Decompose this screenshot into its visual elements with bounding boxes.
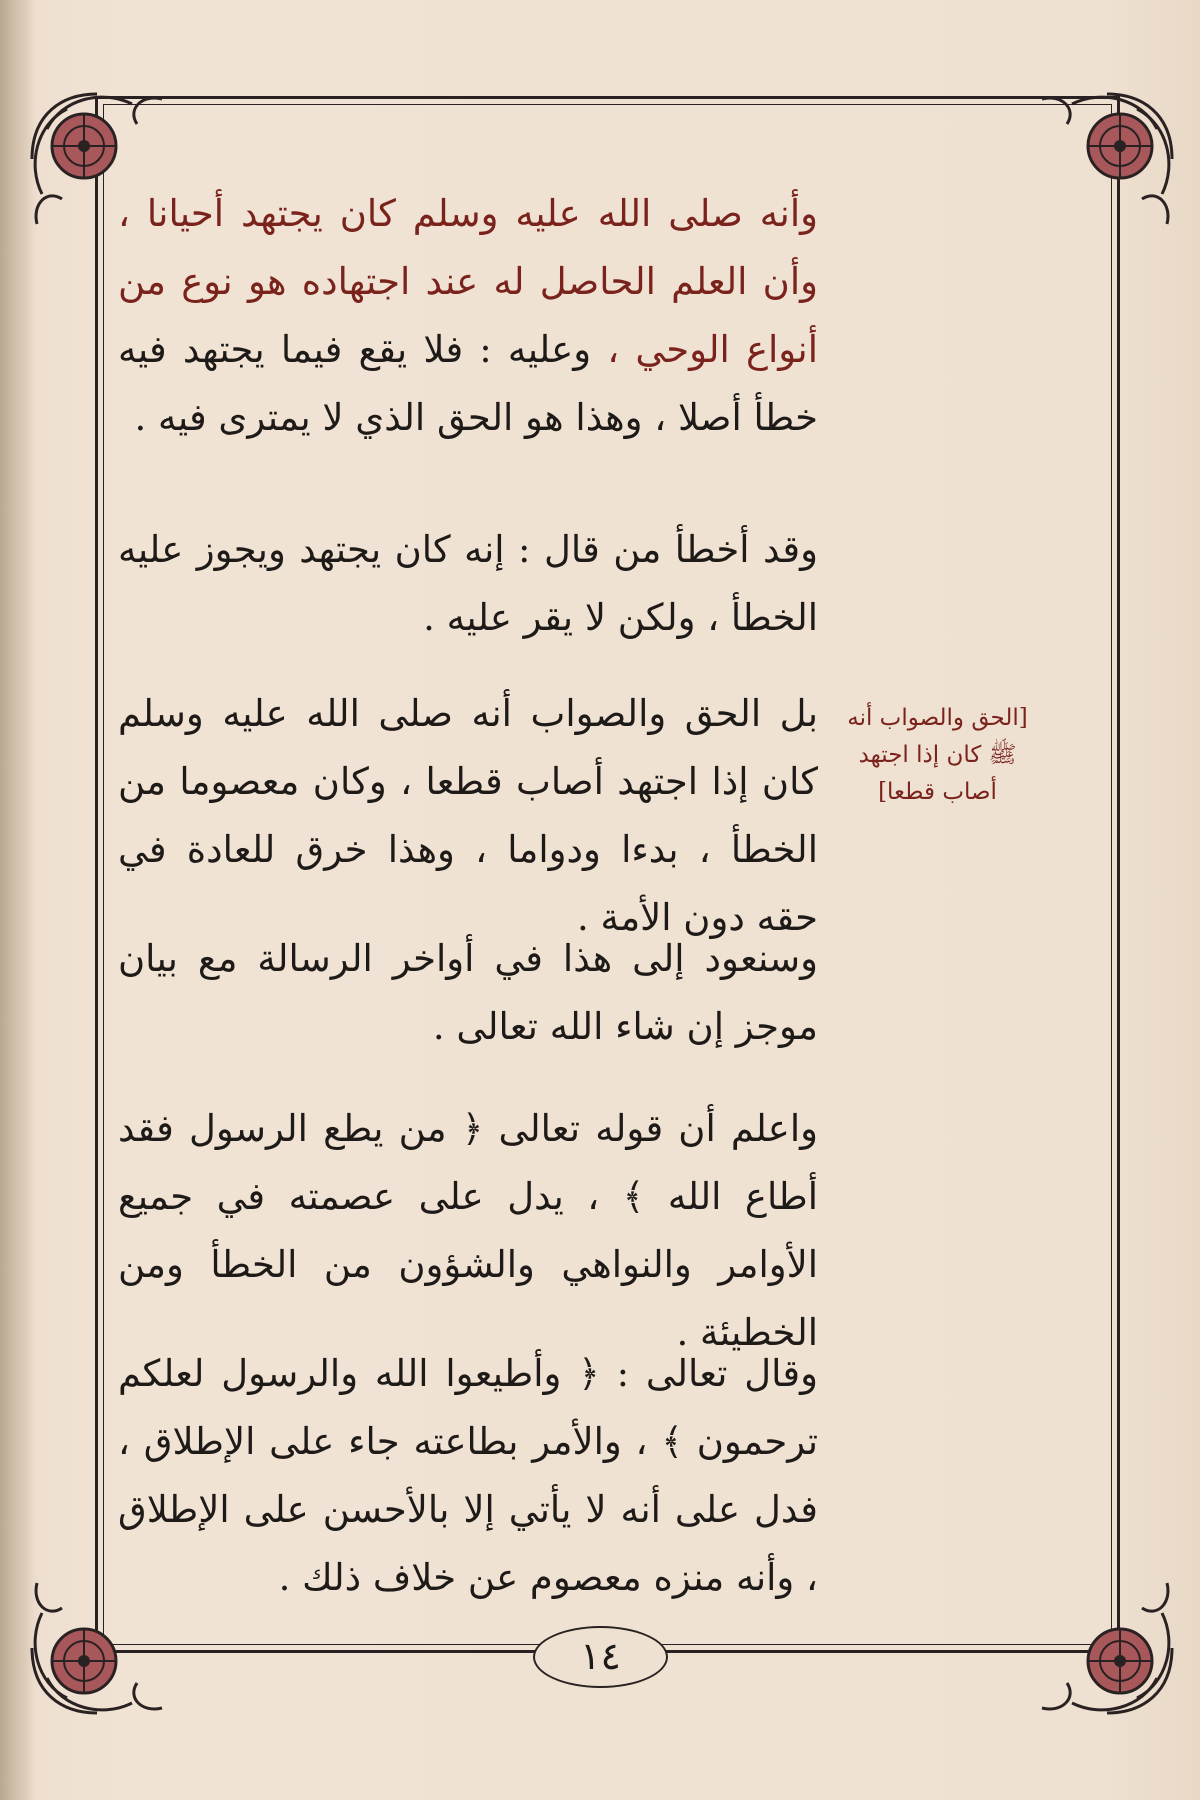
page-number: ١٤ [533, 1626, 668, 1688]
paragraph-1-continuation: وعليه : فلا يقع فيما يجتهد فيه خطأ أصلا ، وهذا هو الحق الذي لا يمترى فيه . [118, 328, 818, 439]
corner-ornament-icon [1032, 84, 1182, 234]
margin-note: [الحق والصواب أنه ﷺ كان إذا اجتهد أصاب قطعا] [847, 705, 1028, 805]
paragraph-3: بل الحق والصواب أنه صلى الله عليه وسلم كان إذا اجتهد أصاب قطعا ، وكان معصوما من الخطأ ، بدءا ودواما ، وهذا خرق للعادة في حقه دون الأمة . [118, 692, 818, 939]
corner-ornament-icon [1032, 1573, 1182, 1723]
paragraph-4: وسنعود إلى هذا في أواخر الرسالة مع بيان موجز إن شاء الله تعالى . [118, 937, 818, 1048]
paragraph-6: وقال تعالى : ﴿ وأطيعوا الله والرسول لعلكم ترحمون ﴾ ، والأمر بطاعته جاء على الإطلاق ، فدل على أنه لا يأتي إلا بالأحسن على الإطلاق ، وأنه منزه معصوم عن خلاف ذلك . [118, 1352, 818, 1599]
paragraph-5: واعلم أن قوله تعالى ﴿ من يطع الرسول فقد أطاع الله ﴾ ، يدل على عصمته في جميع الأوامر والنواهي والشؤون من الخطأ ومن الخطيئة . [118, 1107, 818, 1354]
book-binding-shadow [0, 0, 34, 1800]
paragraph-1 [118, 180, 818, 452]
paragraph-1-highlight: وأنه صلى الله عليه وسلم كان يجتهد أحيانا ، وأن العلم الحاصل له عند اجتهاده هو نوع من أنواع الوحي ، [118, 192, 818, 371]
paragraph-2: وقد أخطأ من قال : إنه كان يجتهد ويجوز عليه الخطأ ، ولكن لا يقر عليه . [118, 528, 818, 639]
